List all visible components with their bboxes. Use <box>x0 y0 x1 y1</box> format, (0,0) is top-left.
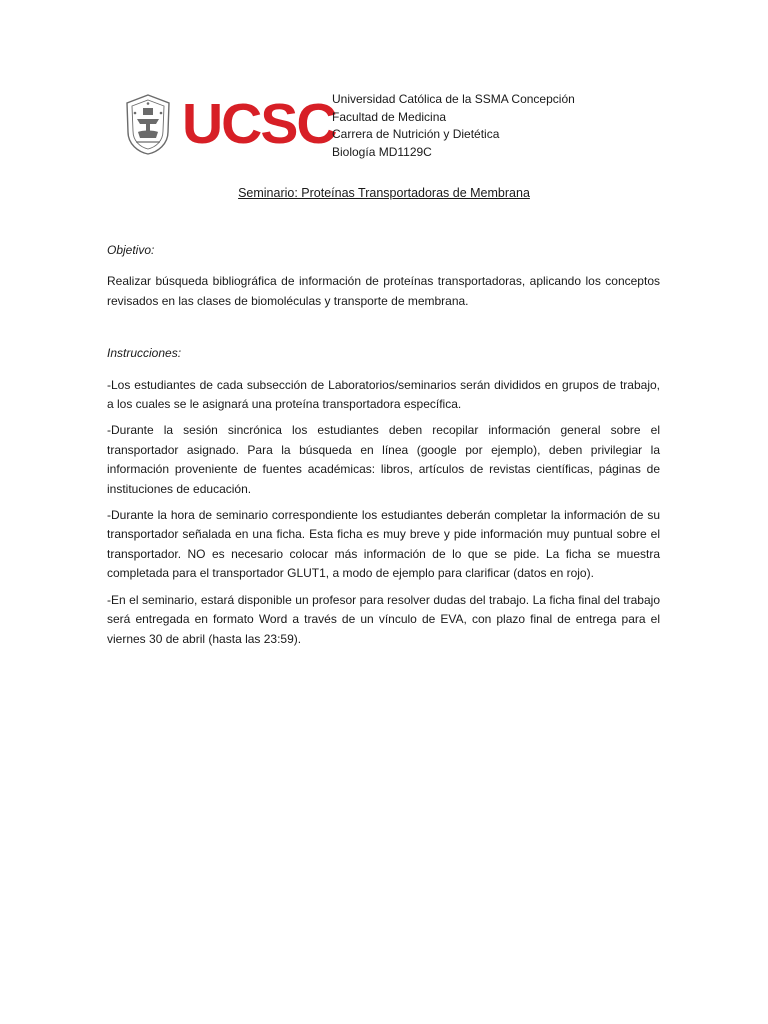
university-seal-icon <box>122 92 174 156</box>
instruction-paragraph: -En el seminario, estará disponible un profesor para resolver dudas del trabajo. La ficha final del trabajo será entregada en formato Word a través de un vínculo de EVA, con plazo final de entrega para el viernes 30 de abril (hasta las 23:59). <box>107 592 660 646</box>
ucsc-logo: UCSC <box>182 92 336 156</box>
instructions-heading: Instrucciones: <box>107 346 182 361</box>
instruction-paragraph: -Durante la hora de seminario correspondiente los estudiantes deberán completar la información de su transportador señalada en una ficha. Esta ficha es muy breve y pide información muy puntual sobre el transportador. NO es necesario colocar más información de lo que se pide. La ficha se muestra completada para el transportador GLUT1, a modo de ejemplo para clarificar (datos en rojo). <box>107 508 660 581</box>
instruction-paragraph: -Los estudiantes de cada subsección de Laboratorios/seminarios serán divididos en grupos de trabajo, a los cuales se le asignará una proteína transportadora específica. <box>107 377 660 412</box>
institution-line-faculty: Facultad de Medicina <box>332 109 447 124</box>
institution-line-university: Universidad Católica de la SSMA Concepción <box>332 92 575 106</box>
objective-heading: Objetivo: <box>107 243 155 257</box>
instruction-paragraph: -Durante la sesión sincrónica los estudiantes deben recopilar información general sobre el transportador asignado. Para la búsqueda en línea (google por ejemplo), deben privilegiar la información proveniente de fuentes académicas: libros, artículos de revistas científicas, páginas de instituciones de educación. <box>107 423 660 496</box>
document-title: Seminario: Proteínas Transportadoras de Membrana <box>238 186 530 200</box>
document-body <box>107 241 660 649</box>
document-header <box>122 88 682 168</box>
institution-info <box>332 91 575 161</box>
institution-line-career: Carrera de Nutrición y Dietética <box>332 127 500 141</box>
institution-line-course: Biología MD1129C <box>332 144 432 159</box>
objective-text: Realizar búsqueda bibliográfica de información de proteínas transportadoras, aplicando los conceptos revisados en las clases de biomoléculas y transporte de membrana. <box>107 274 660 308</box>
